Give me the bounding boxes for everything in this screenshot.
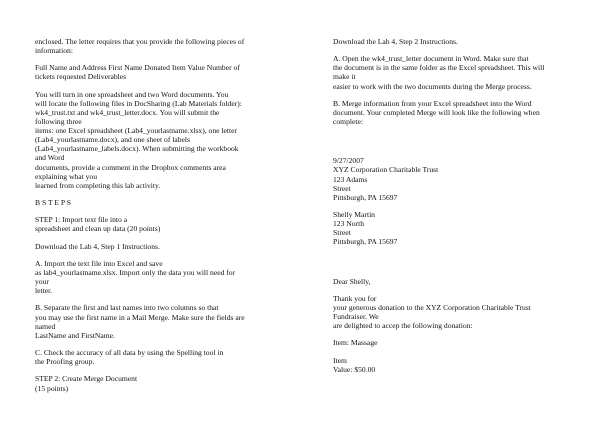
text-line: Item <box>333 355 347 365</box>
paragraph <box>35 242 267 251</box>
text-line: are delighted to accep the following donation: <box>333 321 473 331</box>
paragraph <box>35 198 267 207</box>
recipient-address <box>333 210 569 246</box>
text-line: named <box>35 321 56 331</box>
text-line: learned from completing this lab activity. <box>35 180 161 190</box>
text-line: following three <box>35 117 82 127</box>
text-line: will locate the following files in DocSharing (Lab Materials folder): <box>35 98 242 108</box>
letter-value <box>333 356 569 374</box>
paragraph <box>35 37 267 55</box>
address-line: Street <box>333 228 351 238</box>
text-line: STEP 2: Create Merge Document <box>35 374 138 384</box>
paragraph <box>35 374 267 392</box>
text-line: your <box>35 277 49 287</box>
text-line: enclosed. The letter requires that you provide the following pieces of <box>35 37 245 46</box>
text-line: C. Check the accuracy of all data by using the Spelling tool in <box>35 348 224 358</box>
text-line: easier to work with the two documents during the Merge process. <box>333 81 532 91</box>
text-line: B. Separate the first and last names into two columns so that <box>35 303 219 313</box>
text-line: STEP 1: Import text file into a <box>35 215 128 225</box>
text-line: A. Import the text file into Excel and save <box>35 258 163 268</box>
text-line: document. Your completed Merge will look like the following when <box>333 107 540 117</box>
text-line: spreadsheet and clean up data (20 points) <box>35 224 161 234</box>
text-line: as lab4_yourlastname.xlsx. Import only the data you will need for <box>35 268 236 277</box>
text-line: the document is in the same folder as the Excel spreadsheet. This will <box>333 63 545 73</box>
text-line: make it <box>333 72 356 82</box>
text-line: you may use the first name in a Mail Merge. Make sure the fields are <box>35 312 245 322</box>
address-line: 123 North <box>333 219 365 229</box>
paragraph <box>35 215 267 233</box>
text-line: items: one Excel spreadsheet (Lab4_yourlastname.xlsx), one letter <box>35 126 238 136</box>
text-line: explaining what you <box>35 171 98 181</box>
paragraph <box>35 303 267 339</box>
text-line: B S T E P S <box>35 197 71 207</box>
instructions-intro <box>333 37 569 126</box>
text-line: Thank you for <box>333 293 377 303</box>
address-line: XYZ Corporation Charitable Trust <box>333 165 439 175</box>
text-line: documents, provide a comment in the Dropbox comments area <box>35 162 226 172</box>
text-line: B. Merge information from your Excel spreadsheet into the Word <box>333 98 532 108</box>
text-line: Full Name and Address First Name Donated Item Value Number of <box>35 63 240 73</box>
address-line: Street <box>333 183 351 193</box>
right-column <box>333 37 569 382</box>
left-column <box>35 37 267 401</box>
address-line: 123 Adams <box>333 174 368 184</box>
letter-salutation: Dear Shelly, <box>333 276 371 286</box>
text-line: Value: $50.00 <box>333 364 376 374</box>
address-line: Shelly Martin <box>333 209 375 219</box>
text-line: (Lab4_yourlastname.docx), and one sheet of labels <box>35 135 190 145</box>
address-line: Pittsburgh, PA 15697 <box>333 237 398 247</box>
text-line: Download the Lab 4, Step 1 Instructions. <box>35 241 160 251</box>
text-line: and Word <box>35 153 65 163</box>
paragraph <box>333 99 569 126</box>
text-line: Download the Lab 4, Step 2 Instructions. <box>333 37 458 46</box>
text-line: Fundraiser. We <box>333 312 379 321</box>
text-line: LastName and FirstName. <box>35 330 115 340</box>
text-line: tickets requested Deliverables <box>35 72 127 82</box>
text-line: complete: <box>333 117 363 127</box>
text-line: the Proofing group. <box>35 357 95 367</box>
text-line: (Lab4_yourlastname_labels.docx). When submitting the workbook <box>35 144 239 154</box>
text-line: your generous donation to the XYZ Corporation Charitable Trust <box>333 302 531 312</box>
letter-date: 9/27/2007 <box>333 156 364 166</box>
paragraph <box>35 90 267 190</box>
text-line: You will turn in one spreadsheet and two Word documents. You <box>35 89 229 99</box>
paragraph <box>333 54 569 90</box>
text-line: (15 points) <box>35 383 69 393</box>
address-line: Pittsburgh, PA 15697 <box>333 192 398 202</box>
paragraph <box>35 259 267 295</box>
sender-address <box>333 165 569 201</box>
paragraph <box>35 348 267 366</box>
letter-body <box>333 294 569 330</box>
paragraph <box>333 37 569 46</box>
letter-item: Item: Massage <box>333 338 378 348</box>
text-line: A. Open the wk4_trust_letter document in Word. Make sure that <box>333 54 529 64</box>
text-line: information: <box>35 46 73 56</box>
text-line: letter. <box>35 286 53 296</box>
paragraph <box>35 63 267 81</box>
text-line: wk4_trust.txt and wk4_trust_letter.docx. You will submit the <box>35 107 220 117</box>
